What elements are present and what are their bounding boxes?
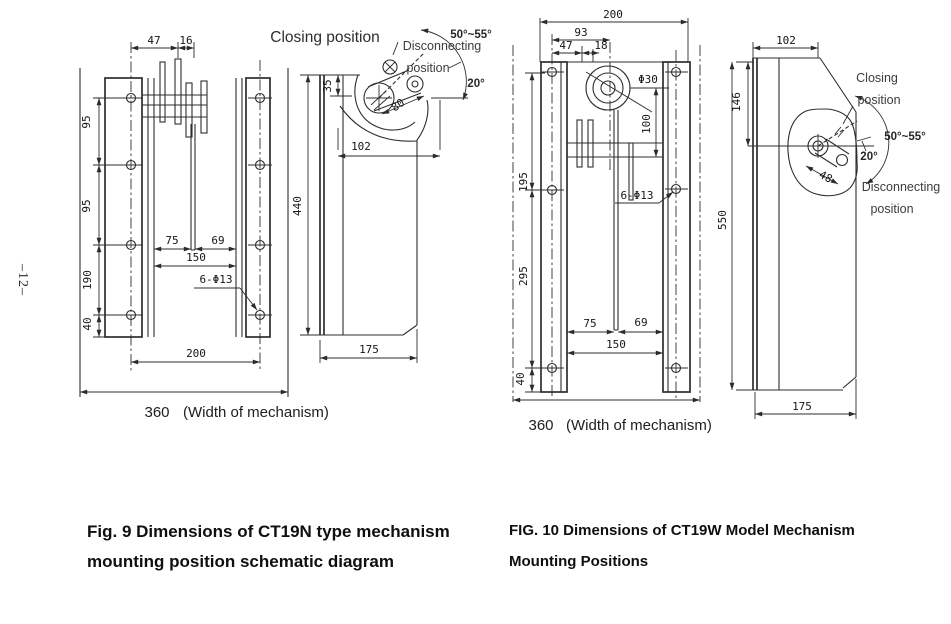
fig9-dim-40: 40 (81, 317, 94, 331)
fig10-dim-93: 93 (574, 26, 588, 39)
fig9-caption (87, 517, 467, 577)
fig9-caption-line1: Fig. 9 Dimensions of CT19N type mechanism (87, 522, 450, 541)
fig10-dim-102: 102 (776, 34, 796, 47)
fig9-side-labels (270, 29, 492, 356)
fig9-dim-80: 80 (388, 96, 408, 115)
fig9-dim-35: 35 (321, 79, 334, 93)
fig10-mechanism-head (788, 109, 857, 196)
fig10-angle-20-label: 20° (860, 151, 878, 163)
fig9-dim-200: 200 (186, 347, 206, 360)
fig10-disconnecting-label-2: position (870, 202, 914, 216)
fig10-caption (509, 515, 889, 577)
fig10-disconnecting-label-1: Disconnecting (861, 180, 941, 194)
fig9-closing-position-label: Closing position (270, 29, 380, 46)
fig10-dim-550: 550 (716, 210, 729, 230)
fig10-dim-195: 195 (517, 172, 530, 192)
fig9-dim-75: 75 (165, 234, 179, 247)
fig9-dim-175: 175 (359, 343, 379, 356)
fig10-caption-line2: Mounting Positions (509, 553, 649, 570)
fig9-front-labels (80, 34, 329, 421)
fig10-dim-200: 200 (603, 8, 623, 21)
fig10-dim-150: 150 (606, 338, 626, 351)
fig10-dim-100: 100 (640, 114, 653, 134)
fig10-dim-47: 47 (559, 39, 573, 52)
fig9-holes-note: 6-Φ13 (199, 273, 233, 286)
fig9-dim-16: 16 (179, 34, 193, 47)
fig9-dim-95b: 95 (80, 199, 93, 213)
fig10-angle-range-label: 50°~55° (884, 131, 926, 143)
fig10-dim-295: 295 (517, 266, 530, 286)
fig10-caption-line1: FIG. 10 Dimensions of CT19W Model Mechanism (509, 522, 855, 539)
fig10-width-value: 360 (528, 417, 554, 434)
fig10-dim-phi30: Φ30 (638, 73, 658, 86)
fig10-dim-48: 48 (816, 168, 835, 186)
fig10-closing-label-2: position (857, 93, 901, 107)
page-number: –12– (15, 264, 30, 296)
fig9-width-value: 360 (144, 404, 170, 421)
fig9-dim-150: 150 (186, 251, 206, 264)
fig9-disconnecting-label-1: Disconnecting (402, 39, 482, 53)
fig9-dim-47: 47 (147, 34, 161, 47)
fig9-angle-20-label: 20° (467, 78, 485, 90)
fig9-width-note: (Width of mechanism) (183, 404, 329, 421)
fig10-dim-175: 175 (792, 400, 812, 413)
fig10-dim-18: 18 (594, 39, 608, 52)
fig10-dim-40: 40 (514, 372, 527, 386)
fig10-dim-75: 75 (583, 317, 597, 330)
fig9-dim-102: 102 (351, 140, 371, 153)
fig10-width-note: (Width of mechanism) (566, 417, 712, 434)
fig9-dim-440: 440 (291, 196, 304, 216)
fig10-closing-label-1: Closing (856, 71, 898, 85)
fig9-angle-range-label: 50°~55° (450, 29, 492, 41)
fig10-holes-note: 6-Φ13 (620, 189, 654, 202)
fig9-caption-line2: mounting position schematic diagram (87, 552, 394, 571)
fig9-disconnecting-label-2: position (406, 61, 450, 75)
fig9-dim-69: 69 (211, 234, 225, 247)
fig10-dim-69: 69 (634, 316, 648, 329)
fig9-front-view (80, 42, 288, 397)
fig10-dim-146: 146 (730, 92, 743, 112)
fig10-side-labels (716, 34, 940, 413)
fig9-dim-95a: 95 (80, 115, 93, 129)
fig9-dim-190: 190 (81, 270, 94, 290)
